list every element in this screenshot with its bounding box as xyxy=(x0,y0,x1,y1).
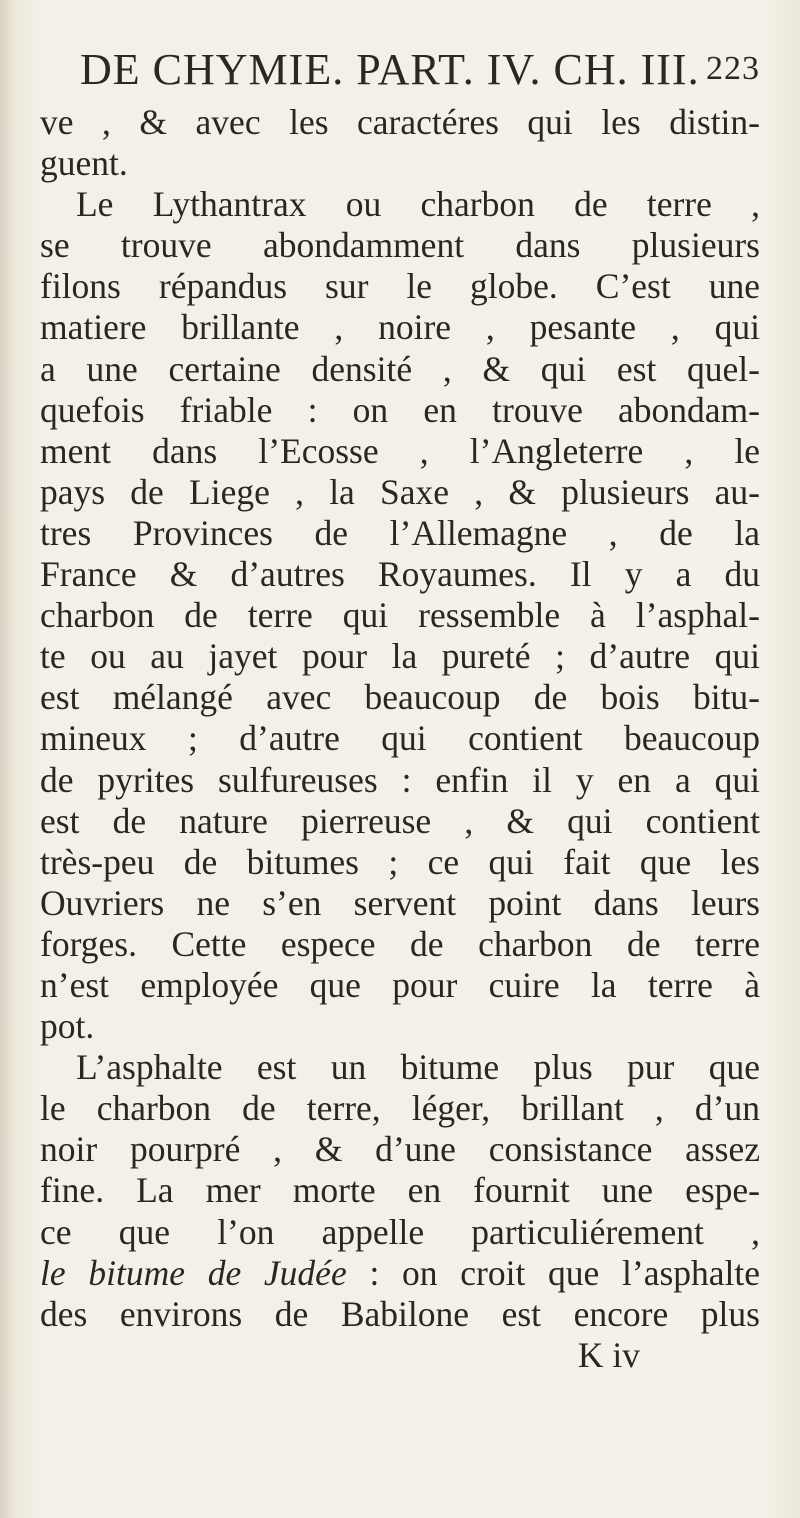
paragraph-start-line: L’asphalte est un bitume plus pur que xyxy=(76,1047,760,1088)
text-line: noir pourpré , & d’une consistance assez xyxy=(40,1129,760,1170)
text-line: de pyrites sulfureuses : enfin il y en a qui xyxy=(40,759,760,800)
text-line: tres Provinces de l’Allemagne , de la xyxy=(40,512,760,553)
text-line: matiere brillante , noire , pesante , qui xyxy=(40,307,760,348)
text-line: Ouvriers ne s’en servent point dans leurs xyxy=(40,882,760,923)
page-gutter-shadow xyxy=(0,0,14,1518)
text-line: le charbon de terre, léger, brillant , d’un xyxy=(40,1088,760,1129)
text-line: n’est employée que pour cuire la terre à xyxy=(40,964,760,1005)
italic-term: le bitume de Judée xyxy=(40,1252,347,1293)
signature-mark: K iv xyxy=(577,1334,640,1375)
text-line: charbon de terre qui ressemble à l’asphal- xyxy=(40,595,760,636)
text-line: ce que l’on appelle particuliérement , xyxy=(40,1211,760,1252)
running-header xyxy=(80,44,760,95)
text-line-with-italic xyxy=(40,1253,760,1294)
text-line: a une certaine densité , & qui est quel- xyxy=(40,348,760,389)
page-number: 223 xyxy=(706,50,760,87)
text-line: France & d’autres Royaumes. Il y a du xyxy=(40,554,760,595)
text-line: ment dans l’Ecosse , l’Angleterre , le xyxy=(40,430,760,471)
body-text xyxy=(40,102,760,1376)
text-line: ve , & avec les caractéres qui les distin- xyxy=(40,102,760,142)
text-line: quefois friable : on en trouve abondam- xyxy=(40,389,760,430)
text-line: mineux ; d’autre qui contient beaucoup xyxy=(40,718,760,759)
text-line: fine. La mer morte en fournit une espe- xyxy=(40,1170,760,1211)
text-line: guent. xyxy=(40,143,128,184)
text-line: pot. xyxy=(40,1006,95,1047)
text-line: se trouve abondamment dans plusieurs xyxy=(40,225,760,266)
text-line: pays de Liege , la Saxe , & plusieurs au- xyxy=(40,471,760,512)
text-line: te ou au jayet pour la pureté ; d’autre qui xyxy=(40,636,760,677)
text-fragment: : on croit que l’asphalte xyxy=(369,1252,761,1293)
paragraph-start-line: Le Lythantrax ou charbon de terre , xyxy=(76,184,760,225)
running-header-title: DE CHYMIE. PART. IV. CH. III. xyxy=(80,45,700,94)
text-line: est mélangé avec beaucoup de bois bitu- xyxy=(40,677,760,718)
text-line: est de nature pierreuse , & qui contient xyxy=(40,800,760,841)
text-line: des environs de Babilone est encore plus xyxy=(40,1293,760,1334)
text-line: filons répandus sur le globe. C’est une xyxy=(40,266,760,307)
text-line: forges. Cette espece de charbon de terre xyxy=(40,923,760,964)
text-line: très-peu de bitumes ; ce qui fait que les xyxy=(40,841,760,882)
